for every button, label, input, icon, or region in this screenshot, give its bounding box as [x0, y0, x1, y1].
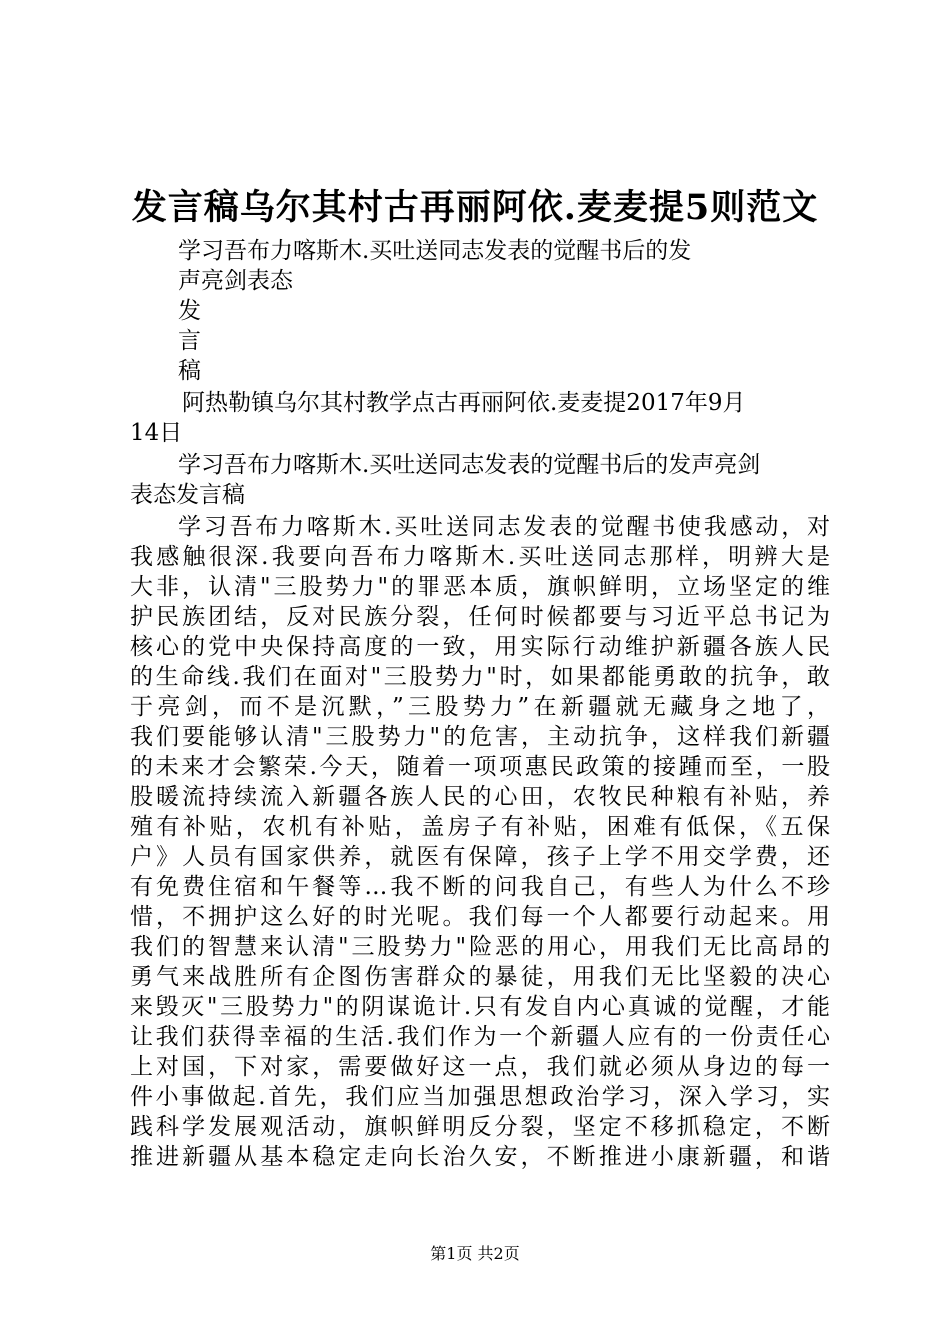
author-block — [130, 388, 830, 448]
heading-line: 声亮剑表态 — [178, 268, 293, 294]
paragraph-line: 的未来才会繁荣.今天，随着一项项惠民政策的接踵而至，一股 — [130, 754, 830, 780]
paragraph-line: 我感触很深.我要向吾布力喀斯木.买吐送同志那样，明辨大是 — [130, 544, 830, 570]
heading-block — [130, 236, 830, 386]
paragraph-line: 殖有补贴，农机有补贴，盖房子有补贴，困难有低保，《五保 — [130, 814, 830, 840]
paragraph-line: 护民族团结，反对民族分裂，任何时候都要与习近平总书记为 — [130, 604, 830, 630]
paragraph-line: 上对国，下对家，需要做好这一点，我们就必须从身边的每一 — [130, 1054, 830, 1080]
paragraph-line: 件小事做起.首先，我们应当加强思想政治学习，深入学习，实 — [130, 1084, 830, 1110]
main-paragraph — [130, 512, 830, 1172]
subtitle-block — [130, 450, 830, 510]
heading-line: 学习吾布力喀斯木.买吐送同志发表的觉醒书后的发 — [178, 238, 692, 264]
paragraph-line: 核心的党中央保持高度的一致，用实际行动维护新疆各族人民 — [130, 634, 830, 660]
paragraph-line: 学习吾布力喀斯木.买吐送同志发表的觉醒书使我感动，对 — [178, 514, 830, 540]
paragraph-line: 户》人员有国家供养，就医有保障，孩子上学不用交学费，还 — [130, 844, 830, 870]
subtitle-line: 表态发言稿 — [130, 482, 245, 508]
paragraph-line: 我们的智慧来认清"三股势力"险恶的用心，用我们无比高昂的 — [130, 934, 830, 960]
heading-line: 言 — [178, 328, 201, 354]
page-footer: 第1页 共2页 — [430, 1244, 520, 1263]
heading-line: 发 — [178, 298, 201, 324]
paragraph-line: 惜，不拥护这么好的时光呢。我们每一个人都要行动起来。用 — [130, 904, 830, 930]
paragraph-line: 于亮剑，而不是沉默，”三股势力”在新疆就无藏身之地了， — [130, 694, 830, 720]
document-title: 发言稿乌尔其村古再丽阿依.麦麦提5则范文 — [131, 187, 819, 228]
heading-line: 稿 — [178, 358, 201, 384]
paragraph-line: 我们要能够认清"三股势力"的危害，主动抗争，这样我们新疆 — [130, 724, 830, 750]
paragraph-line: 来毁灭"三股势力"的阴谋诡计.只有发自内心真诚的觉醒，才能 — [130, 994, 830, 1020]
paragraph-line: 勇气来战胜所有企图伤害群众的暴徒，用我们无比坚毅的决心 — [130, 964, 830, 990]
date-line: 14日 — [130, 420, 183, 446]
paragraph-line: 让我们获得幸福的生活.我们作为一个新疆人应有的一份责任心 — [130, 1024, 830, 1050]
paragraph-line: 践科学发展观活动，旗帜鲜明反分裂，坚定不移抓稳定，不断 — [130, 1114, 830, 1140]
paragraph-line: 大非，认清"三股势力"的罪恶本质，旗帜鲜明，立场坚定的维 — [130, 574, 830, 600]
author-line: 阿热勒镇乌尔其村教学点古再丽阿依.麦麦提2017年9月 — [182, 390, 746, 416]
paragraph-line: 股暖流持续流入新疆各族人民的心田，农牧民种粮有补贴，养 — [130, 784, 830, 810]
paragraph-line: 推进新疆从基本稳定走向长治久安，不断推进小康新疆，和谐 — [130, 1144, 830, 1170]
paragraph-line: 的生命线.我们在面对"三股势力"时，如果都能勇敢的抗争，敢 — [130, 664, 830, 690]
paragraph-line: 有免费住宿和午餐等…我不断的问我自己，有些人为什么不珍 — [130, 874, 830, 900]
subtitle-line: 学习吾布力喀斯木.买吐送同志发表的觉醒书后的发声亮剑 — [178, 452, 761, 478]
